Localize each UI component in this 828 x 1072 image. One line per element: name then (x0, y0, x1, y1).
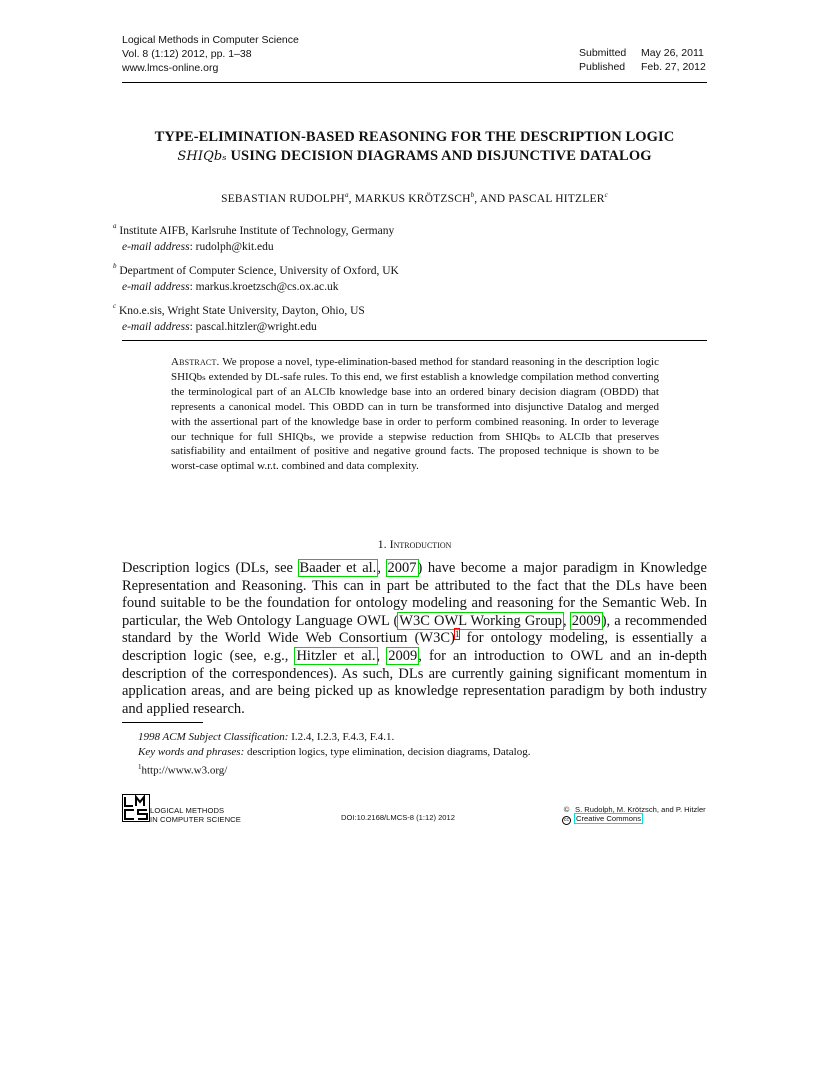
acm-classification (138, 730, 708, 745)
title-line-1: TYPE-ELIMINATION-BASED REASONING FOR THE DESCRIPTION LOGIC (154, 129, 675, 145)
keywords-label: Key words and phrases: (138, 746, 245, 758)
publication-dates (579, 46, 706, 74)
footnote-1 (138, 760, 708, 779)
copyright-holders: S. Rudolph, M. Krötzsch, and P. Hitzler (575, 805, 706, 814)
author-1: SEBASTIAN RUDOLPH (221, 192, 345, 205)
copyright-block (562, 805, 706, 825)
intro-text: , (376, 647, 388, 664)
title-line-2-text: USING DECISION DIAGRAMS AND DISJUNCTIVE DATALOG (226, 148, 652, 164)
email-address[interactable]: : markus.kroetzsch@cs.ox.ac.uk (189, 280, 339, 293)
citation-year-link[interactable]: 2007 (387, 560, 417, 576)
published-label: Published (579, 61, 626, 73)
title-logic-name: SHIQbₛ (177, 149, 227, 164)
affiliation-rule (122, 340, 707, 341)
acm-codes: I.2.4, I.2.3, F.4.3, F.4.1. (288, 731, 395, 743)
keywords-text: description logics, type elimination, decision diagrams, Datalog. (244, 746, 531, 758)
affiliation-mark: c (113, 302, 117, 310)
author-2-mark: b (470, 191, 475, 199)
intro-text: ) have become a major paradigm in Knowledge Representation and Reasoning. This can in part be attributed to the fact that the DLs have been found suitable to be the foundation for ontology modeling and reasoning for the Semantic Web. In particular, the Web Ontology Language OWL ( (122, 560, 707, 629)
affiliation-mark: a (113, 222, 117, 230)
author-3-mark: c (604, 191, 608, 199)
abstract (171, 355, 659, 474)
logo-text (150, 806, 241, 824)
logo-line-1: LOGICAL METHODS (150, 806, 225, 815)
email-address[interactable]: : rudolph@kit.edu (189, 240, 274, 253)
header-rule (122, 82, 707, 83)
submitted-date: May 26, 2011 (641, 47, 704, 59)
affiliation-b (113, 259, 673, 295)
affiliation-c (113, 299, 673, 335)
section-heading (122, 537, 707, 552)
section-title: Introduction (389, 537, 452, 551)
section-number: 1. (377, 537, 387, 551)
paper-title (122, 128, 707, 166)
affiliation-institution: Institute AIFB, Karlsruhe Institute of Technology, Germany (119, 224, 395, 237)
creative-commons-link[interactable]: Creative Commons (576, 814, 641, 823)
author-2: , MARKUS KRÖTZSCH (348, 192, 471, 205)
copyright-icon: © (563, 805, 570, 814)
affiliation-institution: Department of Computer Science, University of Oxford, UK (119, 264, 399, 277)
journal-name: Logical Methods in Computer Science (122, 34, 299, 46)
intro-text: ), a recommended standard by the World Wide Web Consortium (W3C) (122, 612, 707, 647)
abstract-heading: Abstract. (171, 356, 220, 368)
acm-label: 1998 ACM Subject Classification: (138, 731, 289, 743)
affiliation-a (113, 219, 673, 255)
intro-text: for ontology modeling, is essentially a description logic (see, e.g., (122, 630, 707, 664)
logo-line-2: IN COMPUTER SCIENCE (150, 815, 241, 824)
journal-volume: Vol. 8 (1:12) 2012, pp. 1–38 (122, 48, 252, 60)
footnote-1-url[interactable]: http://www.w3.org/ (141, 764, 228, 777)
creative-commons-icon: cc (564, 817, 569, 823)
abstract-text: We propose a novel, type-elimination-based method for standard reasoning in the description logic SHIQbₛ extended by DL-safe rules. To this end, we first establish a knowledge compilation method converting the terminological part of an ALCIb knowledge base into an ordered binary decision diagram (OBDD) that represents a canonical model. This OBDD can in turn be transformed into disjunctive Datalog and merged with the assertional part of the knowledge base in order to perform combined reasoning. In order to leverage our technique for full SHIQbₛ, we provide a stepwise reduction from SHIQbₛ to ALCIb that preserves satisfiability and entailment of positive and negative ground facts. The proposed technique is shown to be worst-case optimal w.r.t. combined and data complexity. (171, 356, 659, 473)
keywords (138, 745, 708, 760)
intro-text: Description logics (DLs, see (122, 560, 299, 576)
email-address[interactable]: : pascal.hitzler@wright.edu (189, 320, 317, 333)
citation-link[interactable]: Hitzler et al. (296, 647, 376, 664)
intro-paragraph (122, 560, 707, 718)
submitted-label: Submitted (579, 47, 627, 59)
title-line-2 (122, 147, 707, 166)
published-date: Feb. 27, 2012 (641, 61, 706, 73)
email-label: e-mail address (122, 320, 190, 333)
footnote-1-mark: 1 (138, 763, 142, 771)
affiliation-institution: Kno.e.sis, Wright State University, Dayton, Ohio, US (118, 304, 365, 317)
lmcs-logo-icon (122, 794, 150, 822)
doi[interactable]: DOI:10.2168/LMCS-8 (1:12) 2012 (341, 813, 455, 822)
author-list (122, 191, 707, 205)
citation-link[interactable]: Baader et al. (299, 560, 377, 576)
journal-website[interactable]: www.lmcs-online.org (122, 62, 219, 74)
author-3: , AND PASCAL HITZLER (474, 192, 605, 205)
footnote-ref-link[interactable]: 1 (454, 628, 460, 639)
intro-text: , for an introduction to OWL and an in-depth description of the correspondences). As such, DLs are currently gaining significant momentum in application areas, and are being picked up as knowledge representation paradigm by both industry and applied research. (122, 647, 708, 717)
footnote-rule (122, 722, 203, 723)
citation-year-link[interactable]: 2009 (388, 647, 418, 664)
author-1-mark: a (344, 191, 349, 199)
intro-text: , (377, 560, 387, 576)
intro-text: , (562, 612, 571, 629)
citation-link[interactable]: W3C OWL Working Group (399, 612, 562, 629)
affiliation-mark: b (113, 262, 117, 270)
journal-header (122, 33, 299, 75)
citation-year-link[interactable]: 2009 (571, 612, 601, 629)
email-label: e-mail address (122, 240, 190, 253)
email-label: e-mail address (122, 280, 190, 293)
